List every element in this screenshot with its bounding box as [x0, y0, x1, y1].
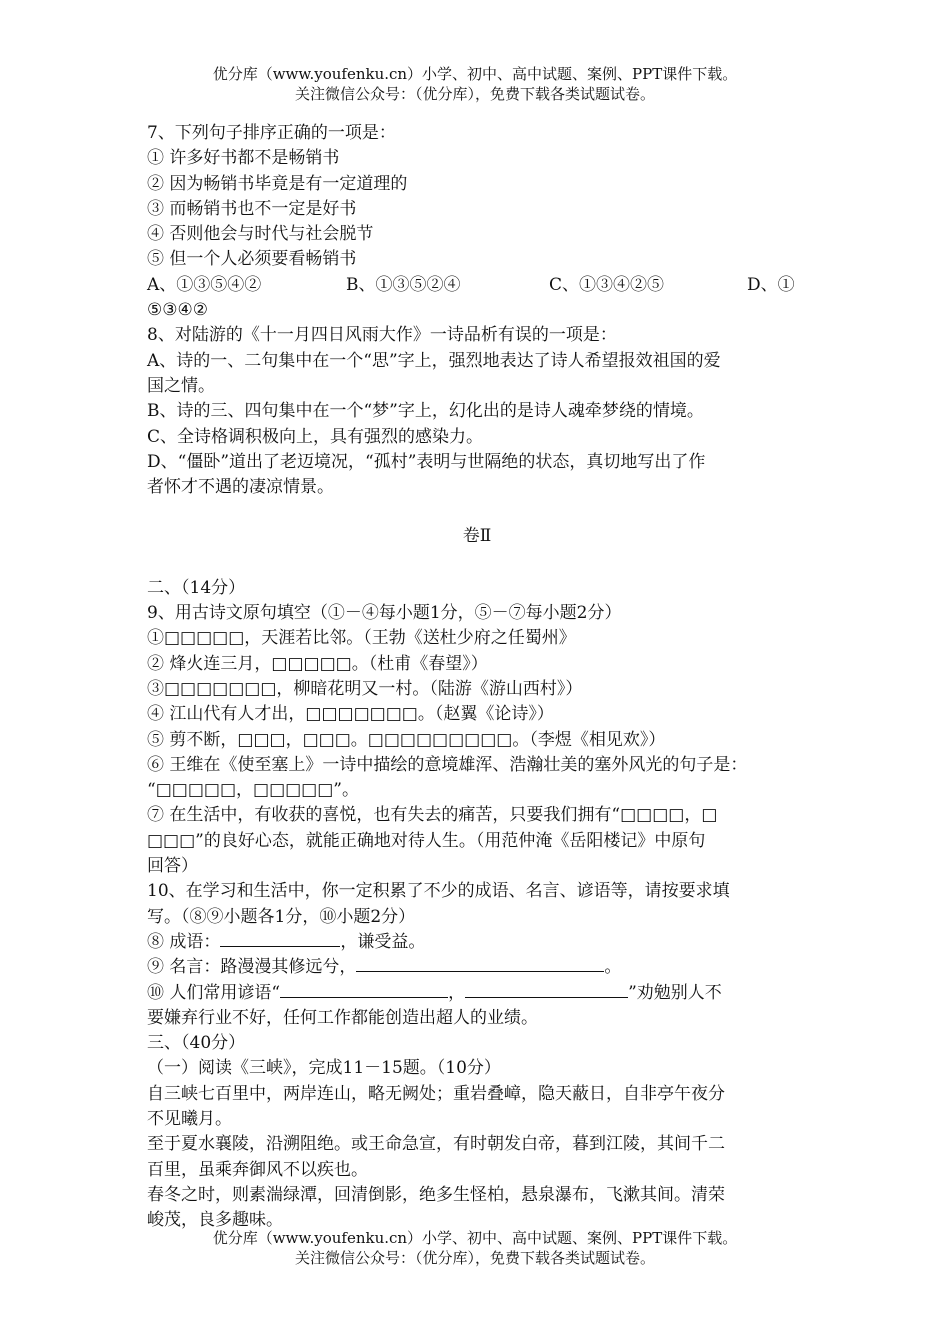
q8-line: D、“僵卧”道出了老迈境况，“孤村”表明与世隔绝的状态，真切地写出了作: [147, 451, 706, 472]
q9-line: ①□□□□□，天涯若比邻。（王勃《送杜少府之任蜀州》: [147, 628, 576, 649]
q9-line: ④ 江山代有人才出，□□□□□□□。（赵翼《论诗》）: [147, 704, 554, 725]
section-title: 卷Ⅱ: [462, 526, 492, 547]
q7-stem: 7、下列句子排序正确的一项是：: [147, 123, 396, 143]
q7-option-c: C、①③④②⑤: [549, 274, 665, 295]
answer-blank[interactable]: [280, 981, 448, 998]
passage-line: 至于夏水襄陵，沿溯阻绝。或王命急宣，有时朝发白帝，暮到江陵，其间千二: [147, 1134, 725, 1155]
q7-option-d-wrap: ⑤③④②: [147, 300, 208, 321]
q7-item: ④ 否则他会与时代与社会脱节: [147, 224, 374, 245]
part2-heading: 二、（14分）: [147, 577, 246, 598]
q7-item: ② 因为畅销书毕竟是有一定道理的: [147, 173, 408, 194]
q7-options: [147, 273, 807, 298]
q10-item-10: ⑩ 人们常用谚语“ ， ”劝勉别人不: [147, 982, 722, 1003]
q8-line: C、全诗格调积极向上，具有强烈的感染力。: [147, 426, 484, 447]
document-body: [147, 121, 807, 1233]
q7-item: ③ 而畅销书也不一定是好书: [147, 198, 357, 219]
passage-line: 峻茂，良多趣味。: [147, 1210, 283, 1231]
page-footer: [0, 1228, 950, 1268]
q9-line: ③□□□□□□□，柳暗花明又一村。（陆游《游山西村》）: [147, 678, 583, 699]
q8-line: B、诗的三、四句集中在一个“梦”字上，幻化出的是诗人魂牵梦绕的情境。: [147, 401, 704, 422]
q9-line: 回答）: [147, 856, 198, 877]
q8-stem: 8、对陆游的《十一月四日风雨大作》一诗品析有误的一项是：: [147, 325, 617, 346]
q10-item-10-wrap: 要嫌弃行业不好，任何工作都能创造出超人的业绩。: [147, 1007, 538, 1028]
q10-stem-line-2: 写。（⑧⑨小题各1分，⑩小题2分）: [147, 906, 416, 927]
q10-item-9: ⑨ 名言：路漫漫其修远兮， 。: [147, 957, 622, 978]
q10-stem-line-1: 10、在学习和生活中，你一定积累了不少的成语、名言、谚语等，请按要求填: [147, 881, 730, 902]
passage-line: 自三峡七百里中，两岸连山，略无阙处；重岩叠嶂，隐天蔽日，自非亭午夜分: [147, 1083, 725, 1104]
footer-line-1: 优分库（www.youfenku.cn）小学、初中、高中试题、案例、PPT课件下载。: [212, 1229, 738, 1247]
answer-blank[interactable]: [465, 981, 628, 998]
q7-option-a: A、①③⑤④②: [147, 274, 262, 295]
q9-line: ⑥ 王维在《使至塞上》一诗中描绘的意境雄浑、浩瀚壮美的塞外风光的句子是：: [147, 754, 748, 775]
answer-blank[interactable]: [356, 955, 604, 972]
passage-line: 不见曦月。: [147, 1108, 232, 1129]
q9-line: “□□□□□，□□□□□”。: [147, 780, 360, 801]
q9-line: ⑤ 剪不断，□□□，□□□。□□□□□□□□□。（李煜《相见欢》）: [147, 729, 666, 750]
q8-line: 国之情。: [147, 375, 215, 396]
q7-option-d: D、①: [747, 274, 795, 295]
answer-blank[interactable]: [220, 930, 340, 947]
q8-line: A、诗的一、二句集中在一个“思”字上，强烈地表达了诗人希望报效祖国的爱: [147, 350, 721, 371]
q9-line: ⑦ 在生活中，有收获的喜悦，也有失去的痛苦，只要我们拥有“□□□□，□: [147, 805, 718, 826]
q7-option-b: B、①③⑤②④: [346, 274, 461, 295]
part3-heading: 三、（40分）: [147, 1033, 246, 1054]
header-line-1: 优分库（www.youfenku.cn）小学、初中、高中试题、案例、PPT课件下载。: [212, 65, 738, 83]
q10-item-8: ⑧ 成语： ，谦受益。: [147, 931, 426, 952]
q9-line: □□□”的良好心态，就能正确地对待人生。（用范仲淹《岳阳楼记》中原句: [147, 830, 706, 851]
page-header: [0, 64, 950, 104]
header-line-2: 关注微信公众号：（优分库），免费下载各类试题试卷。: [294, 85, 655, 103]
q7-item: ⑤ 但一个人必须要看畅销书: [147, 249, 357, 270]
part3-sub: （一）阅读《三峡》，完成11－15题。（10分）: [147, 1058, 501, 1079]
q7-item: ① 许多好书都不是畅销书: [147, 148, 340, 169]
q9-line: ② 烽火连三月，□□□□□。（杜甫《春望》）: [147, 653, 488, 674]
footer-line-2: 关注微信公众号：（优分库），免费下载各类试题试卷。: [294, 1249, 655, 1267]
q9-stem: 9、用古诗文原句填空（①－④每小题1分，⑤－⑦每小题2分）: [147, 603, 622, 624]
passage-line: 百里，虽乘奔御风不以疾也。: [147, 1159, 368, 1180]
q8-line: 者怀才不遇的凄凉情景。: [147, 477, 334, 498]
passage-line: 春冬之时，则素湍绿潭，回清倒影，绝多生怪柏，悬泉瀑布，飞漱其间。清荣: [147, 1184, 725, 1205]
